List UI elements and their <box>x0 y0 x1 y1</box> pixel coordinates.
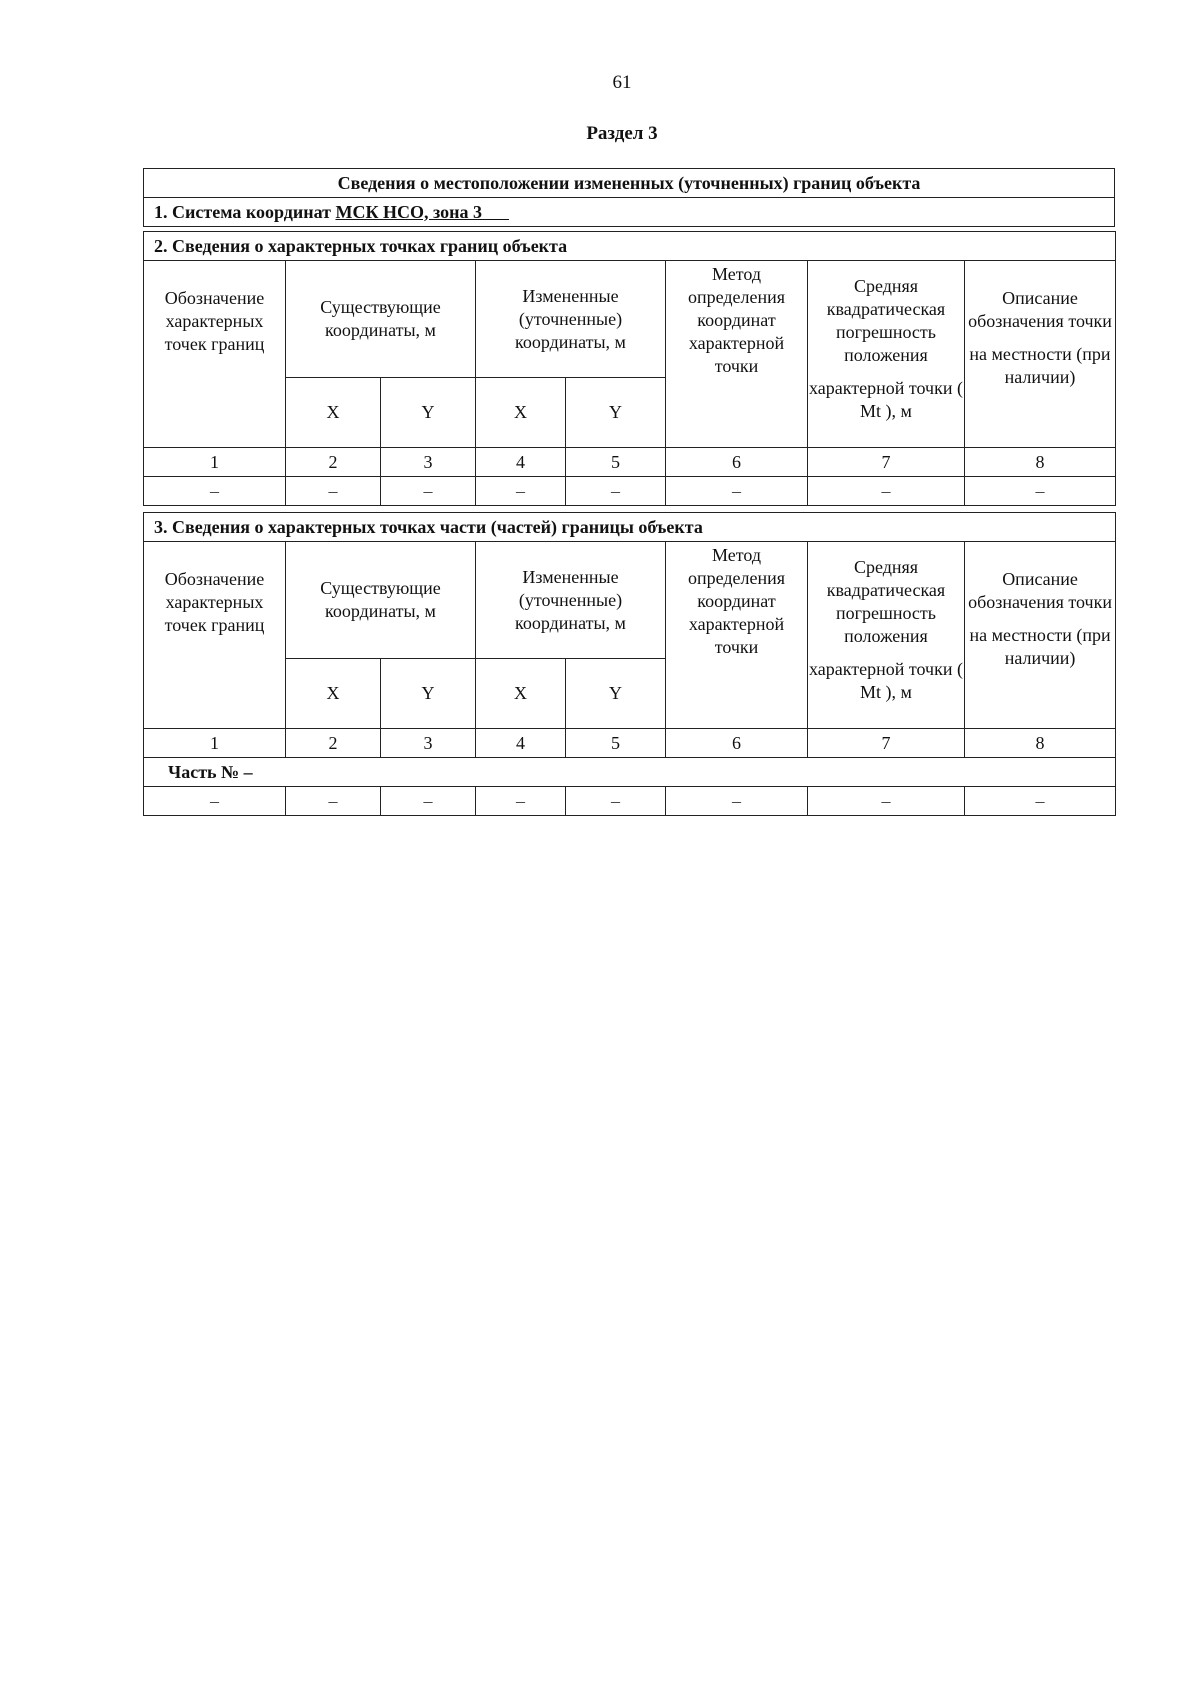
column-numbers-row <box>144 448 1116 477</box>
header-existing-y: Y <box>381 378 476 448</box>
header-changed: Измененные (уточненные) координаты, м <box>476 261 666 378</box>
col-num-8: 8 <box>965 448 1116 477</box>
cell-dash: – <box>476 477 566 506</box>
header-existing: Существующие координаты, м <box>286 261 476 378</box>
col-num-5: 5 <box>566 448 666 477</box>
header-description <box>965 261 1116 448</box>
coord-system-blank <box>482 202 509 222</box>
col-num-4: 4 <box>476 448 566 477</box>
section3-title: 3. Сведения о характерных точках части (частей) границы объекта <box>144 513 1116 542</box>
object-title: Сведения о местоположении измененных (уточненных) границ объекта <box>144 169 1115 198</box>
page-number: 61 <box>612 72 632 93</box>
header-method: Метод определения координат характерной точки <box>666 261 808 448</box>
cell-dash: – <box>666 477 808 506</box>
header-desc-top: Описание обозначения точки <box>968 569 1112 612</box>
header-existing-x: X <box>286 659 381 729</box>
cell-dash: – <box>286 787 381 816</box>
cell-dash: – <box>144 787 286 816</box>
header-error <box>808 542 965 729</box>
table-row <box>144 477 1116 506</box>
col-num-5: 5 <box>566 729 666 758</box>
table-row <box>144 787 1116 816</box>
cell-dash: – <box>808 477 965 506</box>
header-designation: Обозначение характерных точек границ <box>144 542 286 729</box>
part-label: Часть № – <box>144 758 1116 787</box>
col-num-7: 7 <box>808 729 965 758</box>
header-changed-x: X <box>476 378 566 448</box>
header-existing-y: Y <box>381 659 476 729</box>
col-num-6: 6 <box>666 729 808 758</box>
header-changed-x: X <box>476 659 566 729</box>
section2-title: 2. Сведения о характерных точках границ объекта <box>144 232 1116 261</box>
col-num-3: 3 <box>381 729 476 758</box>
col-num-2: 2 <box>286 729 381 758</box>
header-changed-y: Y <box>566 378 666 448</box>
header-desc-bottom: на местности (при наличии) <box>969 344 1111 387</box>
cell-dash: – <box>381 477 476 506</box>
col-num-6: 6 <box>666 448 808 477</box>
section2-table <box>143 231 1115 506</box>
coord-system-text: МСК НСО, зона 3 <box>335 201 483 222</box>
cell-dash: – <box>476 787 566 816</box>
header-desc-bottom: на местности (при наличии) <box>969 625 1111 668</box>
cell-dash: – <box>566 787 666 816</box>
col-num-1: 1 <box>144 448 286 477</box>
header-existing-x: X <box>286 378 381 448</box>
cell-dash: – <box>144 477 286 506</box>
col-num-8: 8 <box>965 729 1116 758</box>
cell-dash: – <box>286 477 381 506</box>
column-numbers-row <box>144 729 1116 758</box>
cell-dash: – <box>381 787 476 816</box>
header-existing: Существующие координаты, м <box>286 542 476 659</box>
header-changed: Измененные (уточненные) координаты, м <box>476 542 666 659</box>
col-num-2: 2 <box>286 448 381 477</box>
cell-dash: – <box>965 477 1116 506</box>
cell-dash: – <box>666 787 808 816</box>
section-title: Раздел 3 <box>586 123 658 144</box>
cell-dash: – <box>566 477 666 506</box>
col-num-1: 1 <box>144 729 286 758</box>
header-description <box>965 542 1116 729</box>
col-num-3: 3 <box>381 448 476 477</box>
header-error <box>808 261 965 448</box>
coord-system-label: 1. Система координат <box>154 201 336 222</box>
header-error-top: Средняя квадратическая погрешность положения <box>826 276 946 365</box>
header-error-top: Средняя квадратическая погрешность положения <box>826 557 946 646</box>
header-designation: Обозначение характерных точек границ <box>144 261 286 448</box>
coord-system-row <box>144 198 1115 227</box>
header-changed-y: Y <box>566 659 666 729</box>
cell-dash: – <box>808 787 965 816</box>
header-method: Метод определения координат характерной точки <box>666 542 808 729</box>
header-desc-top: Описание обозначения точки <box>968 288 1112 331</box>
col-num-4: 4 <box>476 729 566 758</box>
col-num-7: 7 <box>808 448 965 477</box>
section3-table <box>143 512 1115 816</box>
header-error-bottom: характерной точки ( Mt ), м <box>809 378 963 421</box>
coord-system-value <box>335 202 509 222</box>
header-error-bottom: характерной точки ( Mt ), м <box>809 659 963 702</box>
object-info-table <box>143 168 1115 227</box>
cell-dash: – <box>965 787 1116 816</box>
